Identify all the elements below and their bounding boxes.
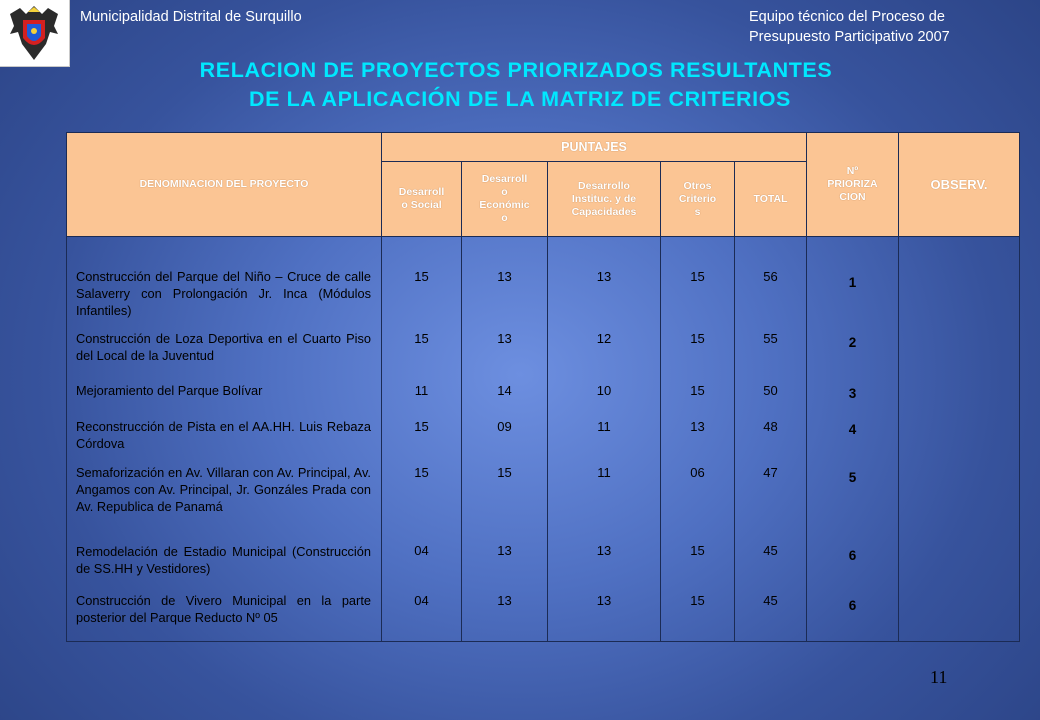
header-priority-line: PRIORIZA [827,178,878,190]
row-other: 15 [690,543,705,558]
row-other: 15 [690,383,705,398]
row-project: Construcción del Parque del Niño – Cruce de calle Salaverry con Prolongación Jr. Inca (Módulos Infantiles) [76,269,371,318]
row-project: Construcción de Loza Deportiva en el Cuarto Piso del Local de la Juventud [76,331,371,363]
row-priority: 6 [848,598,857,613]
row-other: 13 [690,419,705,434]
row-priority: 2 [848,335,857,350]
row-total: 56 [763,269,778,284]
row-social: 15 [414,331,429,346]
header-scores-label: PUNTAJES [561,140,627,154]
row-social: 04 [414,543,429,558]
row-social: 15 [414,419,429,434]
row-capacity: 10 [596,383,612,398]
grid-line [660,236,661,642]
row-capacity: 13 [596,269,612,284]
header-social-line: o Social [401,199,442,211]
header-economic [461,161,548,237]
grid-line [1019,236,1020,642]
row-priority: 5 [848,470,857,485]
header-other-line: s [694,205,701,218]
header-total-label: TOTAL [753,192,788,205]
header-capacity-label [572,180,637,219]
row-capacity: 12 [596,331,612,346]
page-title-line-2: DE LA APLICACIÓN DE LA MATRIZ DE CRITERIOS [249,87,791,111]
row-total: 47 [763,465,778,480]
row-priority: 1 [848,275,857,290]
grid-line [898,236,899,642]
page-title-line-1: RELACION DE PROYECTOS PRIORIZADOS RESULTANTES [199,58,833,82]
grid-line [66,236,67,642]
header-observations [898,132,1020,237]
row-project: Mejoramiento del Parque Bolívar [76,383,263,398]
team-line-2: Presupuesto Participativo 2007 [749,29,950,45]
header-project [66,132,382,237]
row-economic: 14 [497,383,512,398]
header-other-line: Otros [683,179,712,192]
row-economic: 15 [497,465,512,480]
institution-name: Municipalidad Distrital de Surquillo [80,9,302,25]
header-economic-line: Económic [479,199,530,211]
row-economic: 09 [497,419,512,434]
header-total [734,161,807,237]
row-total: 45 [763,593,778,608]
header-project-label: DENOMINACION DEL PROYECTO [139,178,309,190]
header-economic-line: o [501,212,508,224]
row-capacity: 13 [596,593,612,608]
row-economic: 13 [497,593,512,608]
row-social: 15 [414,465,429,480]
row-project: Remodelación de Estadio Municipal (Construcción de SS.HH y Vestidores) [76,544,371,576]
header-priority-line: Nº [846,165,859,177]
row-other: 15 [690,593,705,608]
row-social: 11 [414,383,429,398]
row-total: 45 [763,543,778,558]
row-total: 48 [763,419,778,434]
row-economic: 13 [497,331,512,346]
row-social: 04 [414,593,429,608]
header-social-line: Desarroll [398,186,445,198]
header-capacity-line: Capacidades [571,205,637,218]
row-economic: 13 [497,269,512,284]
row-social: 15 [414,269,429,284]
header-economic-label [479,173,529,225]
header-economic-line: o [501,186,508,198]
grid-line [734,236,735,642]
row-priority: 3 [848,386,857,401]
header-social [381,161,462,237]
header-other-line: Criterio [678,192,717,205]
row-project: Construcción de Vivero Municipal en la parte posterior del Parque Reducto Nº 05 [76,593,371,625]
header-observations-label: OBSERV. [930,177,988,192]
header-social-label [399,186,445,212]
grid-line [66,641,1020,642]
header-scores [381,132,807,162]
grid-line [806,236,807,642]
row-priority: 6 [848,548,857,563]
row-capacity: 11 [597,419,611,434]
row-economic: 13 [497,543,512,558]
header-economic-line: Desarroll [481,173,528,185]
header-other [660,161,735,237]
row-other: 15 [690,269,705,284]
row-capacity: 11 [597,465,611,480]
page-number: 11 [930,667,948,687]
header-priority-line: CION [839,191,866,203]
grid-line [547,236,548,642]
header-priority [806,132,899,237]
header-other-label [679,180,716,219]
header-capacity [547,161,661,237]
row-capacity: 13 [596,543,612,558]
row-other: 06 [690,465,705,480]
row-priority: 4 [848,422,857,437]
municipal-coat-of-arms-logo [0,0,70,67]
row-project: Semaforización en Av. Villaran con Av. Principal, Av. Angamos con Av. Principal, Jr. Gonzáles Prada con Av. Republica de Panamá [76,465,371,514]
grid-line [381,236,382,642]
team-label [749,7,950,47]
header-capacity-line: Instituc. y de [571,192,637,205]
row-other: 15 [690,331,705,346]
row-total: 50 [763,383,778,398]
header-capacity-line: Desarrollo [578,179,630,192]
row-total: 55 [763,331,778,346]
grid-line [461,236,462,642]
header-priority-label [827,165,877,204]
team-line-1: Equipo técnico del Proceso de [749,9,945,25]
row-project: Reconstrucción de Pista en el AA.HH. Luis Rebaza Córdova [76,419,371,451]
